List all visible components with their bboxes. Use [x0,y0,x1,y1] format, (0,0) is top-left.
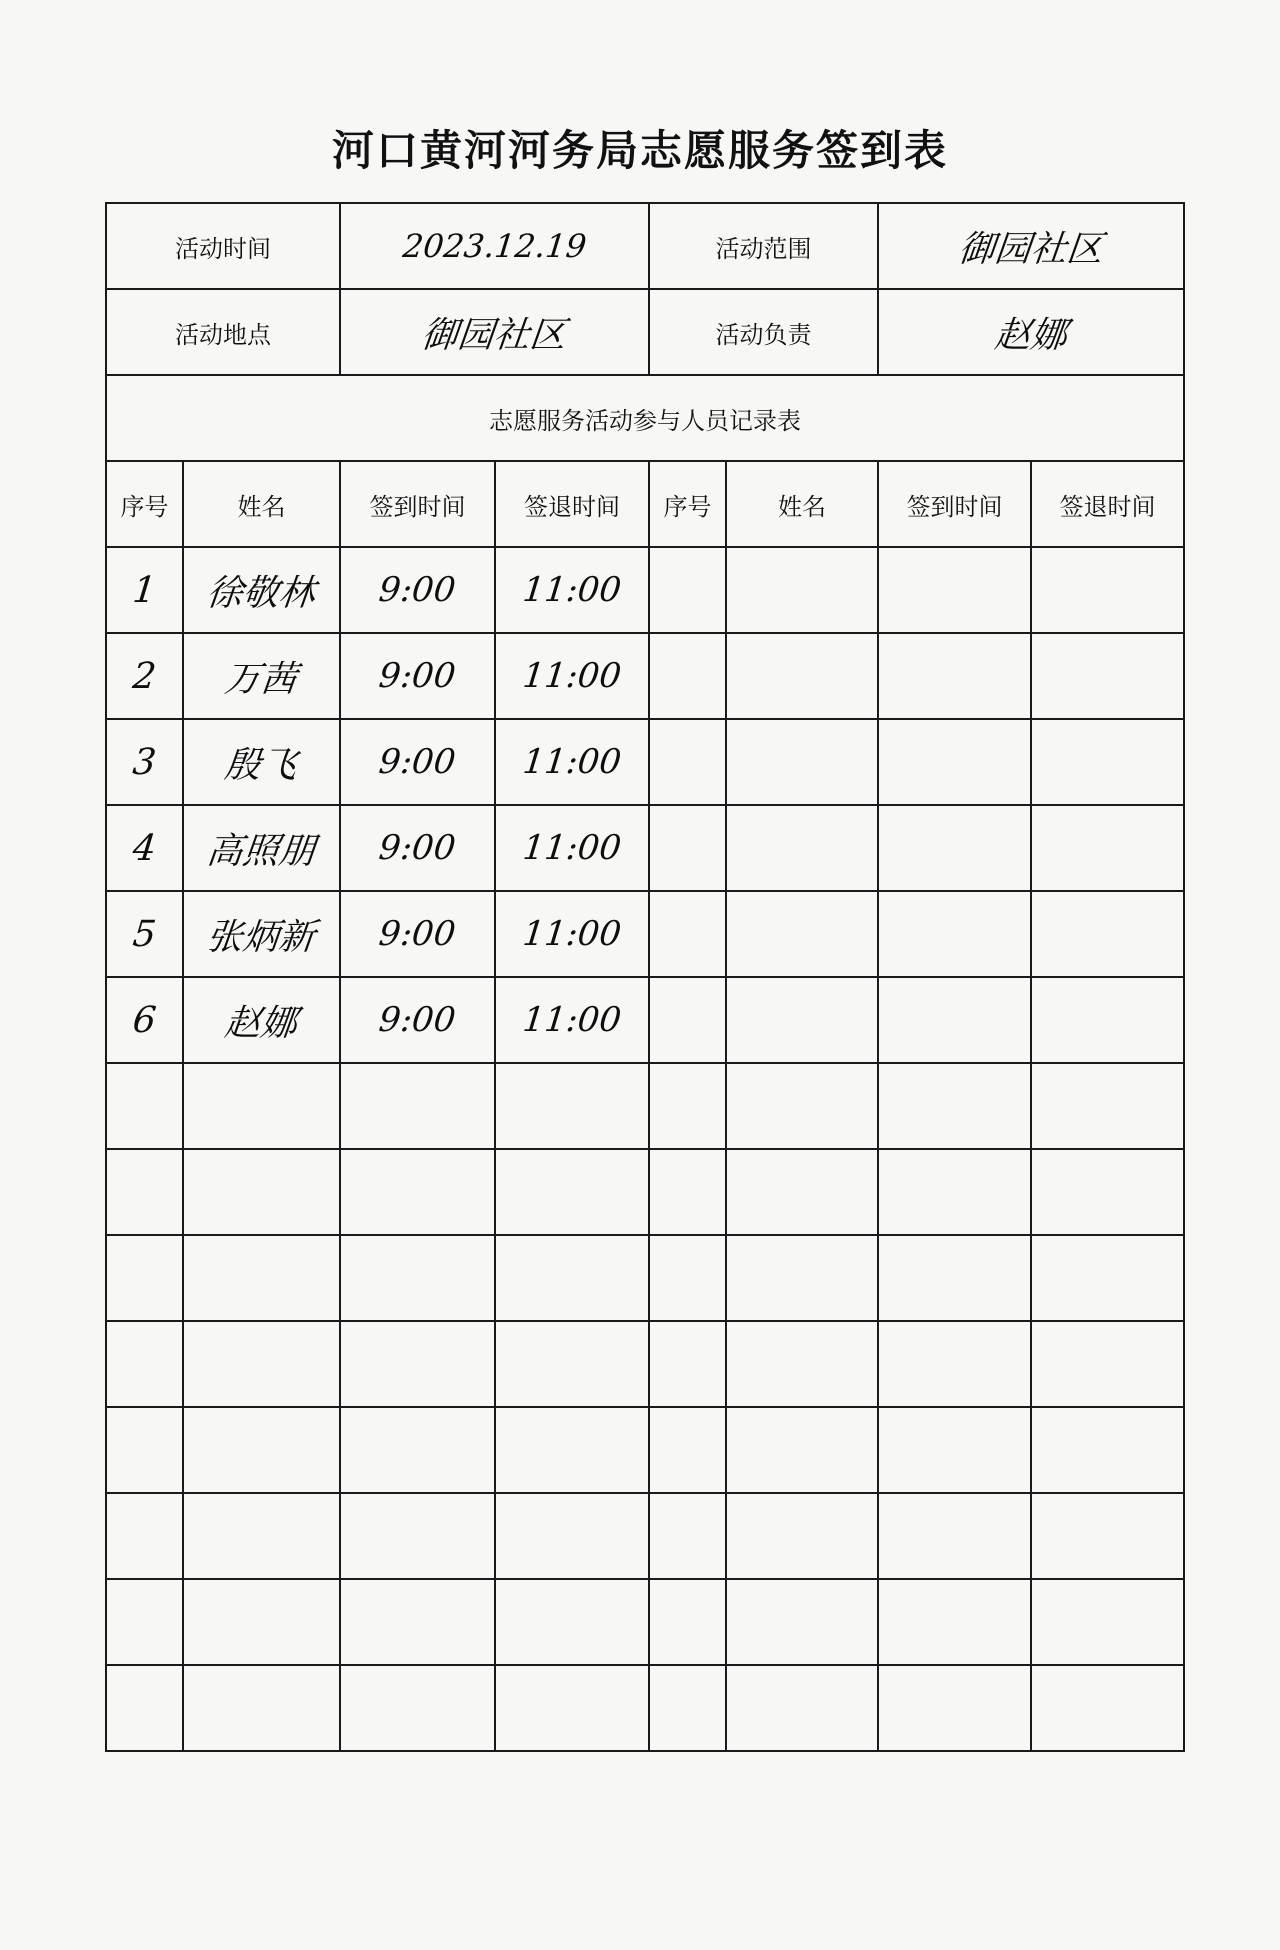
empty-cell [726,633,878,719]
empty-cell [726,547,878,633]
handwritten-out: 11:00 [520,1000,624,1040]
empty-cell [495,1665,649,1751]
empty-cell [340,1493,495,1579]
empty-cell [1031,719,1184,805]
empty-cell [183,1665,340,1751]
empty-cell [340,1149,495,1235]
empty-cell [183,1407,340,1493]
empty-cell [340,1407,495,1493]
col-header-signout-left: 签退时间 [495,461,649,547]
empty-cell [878,1235,1031,1321]
table-row [106,1235,1184,1321]
empty-cell [649,1149,726,1235]
empty-cell [340,1235,495,1321]
cell-name [183,719,340,805]
empty-cell [106,1321,183,1407]
empty-cell [183,1579,340,1665]
empty-cell [1031,1665,1184,1751]
empty-cell [726,805,878,891]
empty-cell [726,1665,878,1751]
col-header-name-left: 姓名 [183,461,340,547]
col-header-no-right: 序号 [649,461,726,547]
table-row [106,1321,1184,1407]
page-title: 河口黄河河务局志愿服务签到表 [331,126,948,175]
empty-cell [878,547,1031,633]
info-row-time [106,203,1184,289]
cell-name [183,977,340,1063]
empty-cell [878,977,1031,1063]
cell-out [495,719,649,805]
handwritten-name: 张炳新 [205,916,318,958]
handwritten-name: 殷飞 [223,744,300,786]
empty-cell [878,1579,1031,1665]
handwritten-out: 11:00 [520,742,624,782]
cell-in [340,547,495,633]
cell-in [340,891,495,977]
cell-out [495,633,649,719]
empty-cell [340,1321,495,1407]
cell-no [106,633,183,719]
col-header-no-left: 序号 [106,461,183,547]
empty-cell [649,1665,726,1751]
empty-cell [878,1407,1031,1493]
empty-cell [1031,633,1184,719]
activity-place-label: 活动地点 [106,289,340,375]
empty-cell [726,891,878,977]
handwritten-name: 高照朋 [205,830,318,872]
empty-cell [726,1493,878,1579]
empty-cell [878,1149,1031,1235]
table-row [106,1407,1184,1493]
handwritten-no: 3 [130,741,159,783]
empty-cell [1031,805,1184,891]
empty-cell [495,1407,649,1493]
empty-cell [183,1493,340,1579]
table-row [106,547,1184,633]
empty-cell [878,719,1031,805]
cell-name [183,891,340,977]
empty-cell [106,1407,183,1493]
col-header-signin-left: 签到时间 [340,461,495,547]
cell-in [340,977,495,1063]
empty-cell [878,633,1031,719]
empty-cell [649,1493,726,1579]
handwritten-out: 11:00 [520,914,624,954]
cell-no [106,891,183,977]
empty-cell [649,805,726,891]
col-header-signout-right: 签退时间 [1031,461,1184,547]
empty-cell [726,1149,878,1235]
cell-no [106,805,183,891]
handwritten-no: 4 [130,827,159,869]
empty-cell [878,891,1031,977]
cell-name [183,805,340,891]
empty-cell [1031,1149,1184,1235]
handwritten-out: 11:00 [520,570,624,610]
empty-cell [1031,1063,1184,1149]
cell-out [495,805,649,891]
handwritten-name: 万茜 [223,658,300,700]
empty-cell [726,1407,878,1493]
table-row [106,1149,1184,1235]
empty-cell [1031,977,1184,1063]
activity-scope-label: 活动范围 [649,203,878,289]
activity-place-handwriting: 御园社区 [420,314,569,356]
handwritten-in: 9:00 [377,656,458,696]
cell-in [340,719,495,805]
activity-scope-value [878,203,1184,289]
empty-cell [1031,1321,1184,1407]
empty-cell [649,633,726,719]
empty-cell [649,1407,726,1493]
empty-cell [726,1321,878,1407]
empty-cell [183,1063,340,1149]
handwritten-no: 2 [130,655,159,697]
empty-cell [106,1149,183,1235]
cell-out [495,891,649,977]
empty-cell [340,1579,495,1665]
handwritten-in: 9:00 [377,1000,458,1040]
cell-no [106,719,183,805]
empty-cell [106,1063,183,1149]
empty-cell [649,547,726,633]
handwritten-in: 9:00 [377,914,458,954]
handwritten-out: 11:00 [520,656,624,696]
empty-cell [878,1665,1031,1751]
handwritten-out: 11:00 [520,828,624,868]
handwritten-no: 6 [130,999,159,1041]
empty-cell [726,1063,878,1149]
col-header-signin-right: 签到时间 [878,461,1031,547]
table-row [106,719,1184,805]
section-title: 志愿服务活动参与人员记录表 [106,375,1184,461]
empty-cell [1031,1235,1184,1321]
handwritten-in: 9:00 [377,828,458,868]
empty-cell [726,1235,878,1321]
cell-no [106,547,183,633]
empty-cell [649,719,726,805]
empty-cell [726,977,878,1063]
activity-scope-handwriting: 御园社区 [956,228,1105,270]
cell-name [183,547,340,633]
empty-cell [106,1493,183,1579]
empty-cell [495,1235,649,1321]
sign-in-table [105,202,1185,1752]
empty-cell [878,1321,1031,1407]
empty-cell [106,1579,183,1665]
table-row [106,1665,1184,1751]
empty-cell [495,1493,649,1579]
handwritten-name: 徐敬林 [205,572,318,614]
section-title-row [106,375,1184,461]
empty-cell [649,891,726,977]
empty-cell [183,1235,340,1321]
handwritten-in: 9:00 [377,742,458,782]
empty-cell [106,1235,183,1321]
activity-place-value [340,289,649,375]
column-header-row [106,461,1184,547]
empty-cell [1031,1407,1184,1493]
handwritten-name: 赵娜 [223,1002,300,1044]
empty-cell [649,1063,726,1149]
empty-cell [340,1063,495,1149]
cell-no [106,977,183,1063]
empty-cell [878,805,1031,891]
table-row [106,1579,1184,1665]
activity-time-handwriting: 2023.12.19 [400,227,589,265]
handwritten-in: 9:00 [377,570,458,610]
empty-cell [340,1665,495,1751]
handwritten-no: 5 [130,913,159,955]
activity-time-value [340,203,649,289]
empty-cell [1031,547,1184,633]
empty-cell [726,719,878,805]
table-row [106,1493,1184,1579]
empty-cell [649,977,726,1063]
data-rows [106,547,1184,1751]
empty-cell [649,1579,726,1665]
cell-name [183,633,340,719]
empty-cell [495,1149,649,1235]
empty-cell [1031,891,1184,977]
empty-cell [878,1493,1031,1579]
empty-cell [495,1579,649,1665]
empty-cell [1031,1493,1184,1579]
empty-cell [106,1665,183,1751]
activity-leader-label: 活动负责 [649,289,878,375]
empty-cell [726,1579,878,1665]
empty-cell [1031,1579,1184,1665]
handwritten-no: 1 [130,569,159,611]
activity-time-label: 活动时间 [106,203,340,289]
cell-out [495,977,649,1063]
empty-cell [495,1063,649,1149]
cell-in [340,805,495,891]
table-row [106,891,1184,977]
info-row-place [106,289,1184,375]
table-row [106,805,1184,891]
activity-leader-value [878,289,1184,375]
empty-cell [649,1321,726,1407]
empty-cell [495,1321,649,1407]
table-row [106,633,1184,719]
table-row [106,977,1184,1063]
empty-cell [649,1235,726,1321]
col-header-name-right: 姓名 [726,461,878,547]
empty-cell [183,1321,340,1407]
activity-leader-signature: 赵娜 [992,314,1069,356]
empty-cell [183,1149,340,1235]
cell-in [340,633,495,719]
table-row [106,1063,1184,1149]
empty-cell [878,1063,1031,1149]
cell-out [495,547,649,633]
